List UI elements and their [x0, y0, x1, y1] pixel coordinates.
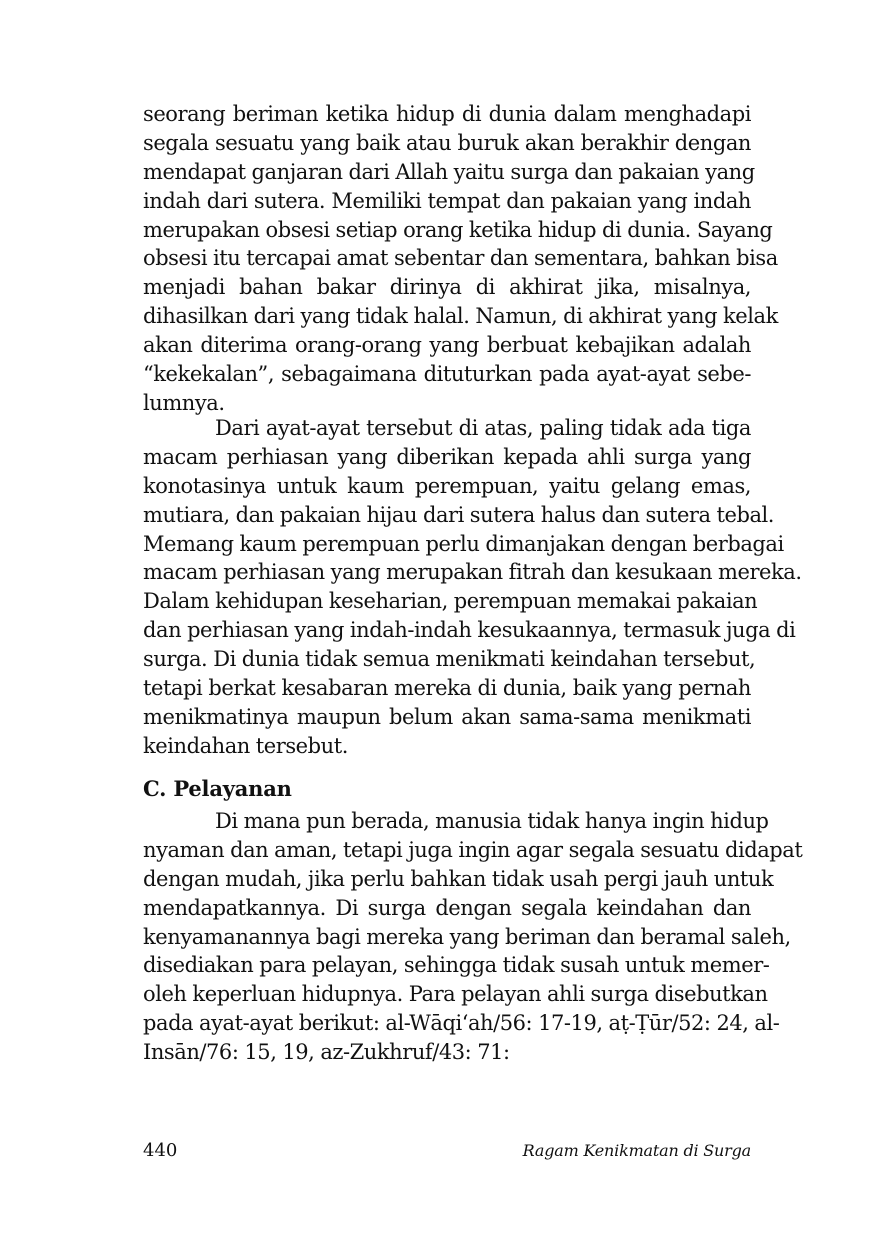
- paragraph-3: [143, 807, 803, 1067]
- text-line: nyaman dan aman, tetapi juga ingin agar segala sesuatu didapat: [143, 837, 803, 862]
- text-line: Dalam kehidupan keseharian, perempuan memakai pakaian: [143, 589, 758, 614]
- text-line: menikmatinya maupun belum akan sama-sama menikmati: [143, 704, 751, 729]
- text-line: keindahan tersebut.: [143, 733, 348, 758]
- text-line: Insān/76: 15, 19, az-Zukhruf/43: 71:: [143, 1040, 510, 1065]
- text-line: lumnya.: [143, 390, 225, 415]
- text-line: pada ayat-ayat berikut: al-Wāqi‘ah/56: 17-19, aṭ-Ṭūr/52: 24, al-: [143, 1011, 780, 1036]
- text-line: segala sesuatu yang baik atau buruk akan berakhir dengan: [143, 130, 751, 155]
- text-line: mutiara, dan pakaian hijau dari sutera halus dan sutera tebal.: [143, 502, 775, 527]
- section-heading: C. Pelayanan: [143, 776, 292, 801]
- text-line: obsesi itu tercapai amat sebentar dan sementara, bahkan bisa: [143, 246, 778, 271]
- text-line: dengan mudah, jika perlu bahkan tidak usah pergi jauh untuk: [143, 866, 774, 891]
- text-line: konotasinya untuk kaum perempuan, yaitu gelang emas,: [143, 473, 751, 498]
- running-title: Ragam Kenikmatan di Surga: [522, 1141, 751, 1160]
- paragraph-1: [143, 100, 778, 418]
- text-line: kenyamanannya bagi mereka yang beriman dan beramal saleh,: [143, 924, 791, 949]
- text-line: macam perhiasan yang merupakan fitrah dan kesukaan mereka.: [143, 560, 802, 585]
- text-line: indah dari sutera. Memiliki tempat dan pakaian yang indah: [143, 188, 751, 213]
- text-line: disediakan para pelayan, sehingga tidak susah untuk memer-: [143, 953, 770, 978]
- text-line: Di mana pun berada, manusia tidak hanya ingin hidup: [215, 809, 769, 833]
- text-line: mendapatkannya. Di surga dengan segala keindahan dan: [143, 895, 751, 920]
- text-line: merupakan obsesi setiap orang ketika hidup di dunia. Sayang: [143, 217, 773, 242]
- text-line: menjadi bahan bakar dirinya di akhirat jika, misalnya,: [143, 275, 751, 300]
- text-line: “kekekalan”, sebagaimana dituturkan pada ayat-ayat sebe-: [143, 362, 751, 387]
- text-line: akan diterima orang-orang yang berbuat kebajikan adalah: [143, 333, 751, 358]
- text-line: surga. Di dunia tidak semua menikmati keindahan tersebut,: [143, 647, 756, 672]
- text-line: dan perhiasan yang indah-indah kesukaannya, termasuk juga di: [143, 618, 796, 643]
- paragraph-2: [143, 414, 802, 761]
- text-line: seorang beriman ketika hidup di dunia dalam menghadapi: [143, 102, 751, 126]
- text-line: mendapat ganjaran dari Allah yaitu surga dan pakaian yang: [143, 159, 755, 184]
- text-line: tetapi berkat kesabaran mereka di dunia, baik yang pernah: [143, 676, 751, 701]
- text-line: dihasilkan dari yang tidak halal. Namun, di akhirat yang kelak: [143, 304, 778, 329]
- text-line: oleh keperluan hidupnya. Para pelayan ahli surga disebutkan: [143, 982, 768, 1007]
- text-line: macam perhiasan yang diberikan kepada ahli surga yang: [143, 444, 751, 469]
- page-number: 440: [143, 1140, 178, 1161]
- text-line: Memang kaum perempuan perlu dimanjakan dengan berbagai: [143, 531, 784, 556]
- text-line: Dari ayat-ayat tersebut di atas, paling tidak ada tiga: [215, 416, 751, 440]
